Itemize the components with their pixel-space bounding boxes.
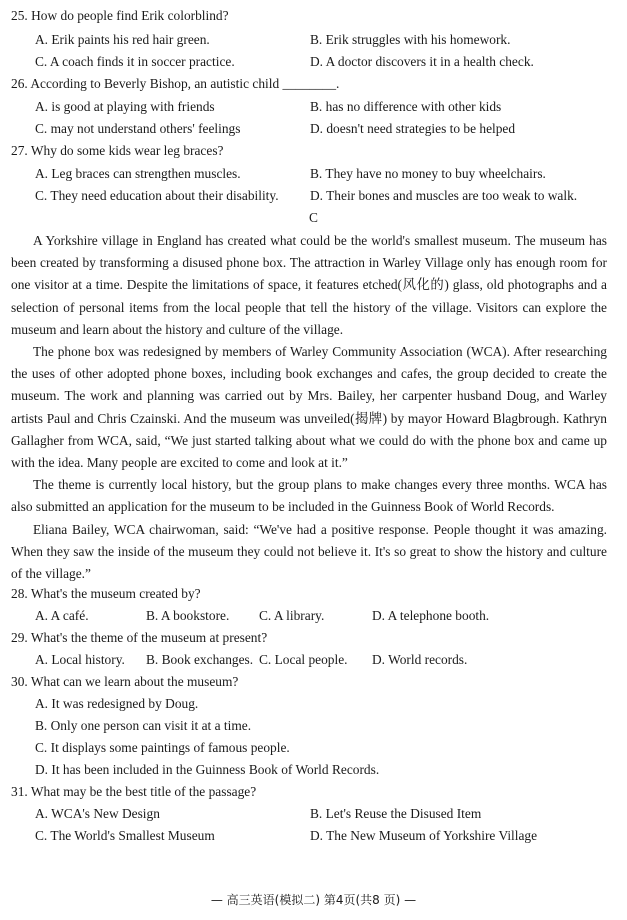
- question-stem: What can we learn about the museum?: [30, 674, 239, 689]
- question-stem: How do people find Erik colorblind?: [31, 8, 229, 23]
- question-stem: Why do some kids wear leg braces?: [30, 143, 224, 158]
- q27-option-a: A. Leg braces can strengthen muscles.: [35, 166, 241, 181]
- q28-option-c: C. A library.: [259, 608, 325, 623]
- question-30-stem: [11, 672, 238, 692]
- question-stem: According to Beverly Bishop, an autistic child ________.: [30, 76, 340, 91]
- q31-option-c: C. The World's Smallest Museum: [35, 828, 215, 843]
- q31-option-b: B. Let's Reuse the Disused Item: [310, 806, 482, 821]
- passage-paragraph-4: Eliana Bailey, WCA chairwoman, said: “We've had a positive response. People thought it was amazing. When they saw the inside of the museum they could not believe it. It's so great to show the history and culture of the village.”: [11, 521, 607, 582]
- question-number: 27.: [11, 143, 28, 158]
- passage-paragraph-3: The theme is currently local history, but the group plans to make changes every three months. WCA has also submitted an application for the museum to be included in the Guinness Book of World Records.: [11, 477, 607, 515]
- question-number: 28.: [11, 586, 28, 601]
- q25-option-c: C. A coach finds it in soccer practice.: [35, 54, 235, 69]
- q28-option-a: A. A café.: [35, 608, 89, 623]
- question-29-stem: [11, 628, 267, 648]
- q26-option-b: B. has no difference with other kids: [310, 99, 502, 114]
- q28-option-d: D. A telephone booth.: [372, 608, 490, 623]
- question-number: 30.: [11, 674, 28, 689]
- q29-option-b: B. Book exchanges.: [146, 652, 254, 667]
- q27-option-d: D. Their bones and muscles are too weak to walk.: [310, 188, 578, 203]
- question-25-stem: [11, 6, 229, 26]
- q30-option-a: A. It was redesigned by Doug.: [35, 696, 199, 711]
- q27-option-b: B. They have no money to buy wheelchairs.: [310, 166, 546, 181]
- question-number: 25.: [11, 8, 28, 23]
- q31-option-d: D. The New Museum of Yorkshire Village: [310, 828, 538, 843]
- passage-paragraph-2: The phone box was redesigned by members of Warley Community Association (WCA). After researching the uses of other adopted phone boxes, including book exchanges and cafes, the group decided to create the museum. The work and planning was carried out by Mrs. Bailey, her carpenter husband Doug, and Warley artists Paul and Chris Czainski. And the museum was unveiled(揭牌) by mayor Howard Blagbrough. Kathryn Gallagher from WCA, said, “We just started talking about what we could do with the phone box and came up with the idea. Many people are excited to come and look at it.”: [11, 344, 607, 471]
- q25-option-d: D. A doctor discovers it in a health check.: [310, 54, 534, 69]
- q25-option-a: A. Erik paints his red hair green.: [35, 32, 210, 47]
- q30-option-b: B. Only one person can visit it at a time.: [35, 718, 252, 733]
- section-label: C: [309, 210, 318, 225]
- q30-option-c: C. It displays some paintings of famous people.: [35, 740, 290, 755]
- page-footer: — 高三英语(模拟二) 第4页(共8 页) —: [210, 893, 417, 907]
- q27-option-c: C. They need education about their disability.: [35, 188, 279, 203]
- q26-option-c: C. may not understand others' feelings: [35, 121, 241, 136]
- question-31-stem: [11, 782, 256, 802]
- q29-option-a: A. Local history.: [35, 652, 125, 667]
- question-number: 29.: [11, 630, 28, 645]
- q30-option-d: D. It has been included in the Guinness Book of World Records.: [35, 762, 380, 777]
- question-number: 26.: [11, 76, 28, 91]
- q25-option-b: B. Erik struggles with his homework.: [310, 32, 511, 47]
- q28-option-b: B. A bookstore.: [146, 608, 230, 623]
- question-28-stem: [11, 584, 201, 604]
- question-27-stem: [11, 141, 223, 161]
- q31-option-a: A. WCA's New Design: [35, 806, 160, 821]
- passage-paragraph-1: A Yorkshire village in England has created what could be the world's smallest museum. The museum has been created by transforming a disused phone box. The attraction in Warley Village only has enough room for one visitor at a time. Despite the limitations of space, it features etched(风化的) glass, old photographs and a selection of personal items from the local people that tell the history of the village. Visitors can explore the museum and learn about the history and culture of the village.: [11, 233, 607, 337]
- question-stem: What's the museum created by?: [30, 586, 201, 601]
- q29-option-d: D. World records.: [372, 652, 468, 667]
- q26-option-d: D. doesn't need strategies to be helped: [310, 121, 516, 136]
- question-number: 31.: [11, 784, 28, 799]
- question-stem: What may be the best title of the passage?: [30, 784, 257, 799]
- q29-option-c: C. Local people.: [259, 652, 348, 667]
- question-26-stem: [11, 74, 339, 94]
- q26-option-a: A. is good at playing with friends: [35, 99, 215, 114]
- passage: [11, 230, 607, 585]
- question-stem: What's the theme of the museum at present?: [30, 630, 268, 645]
